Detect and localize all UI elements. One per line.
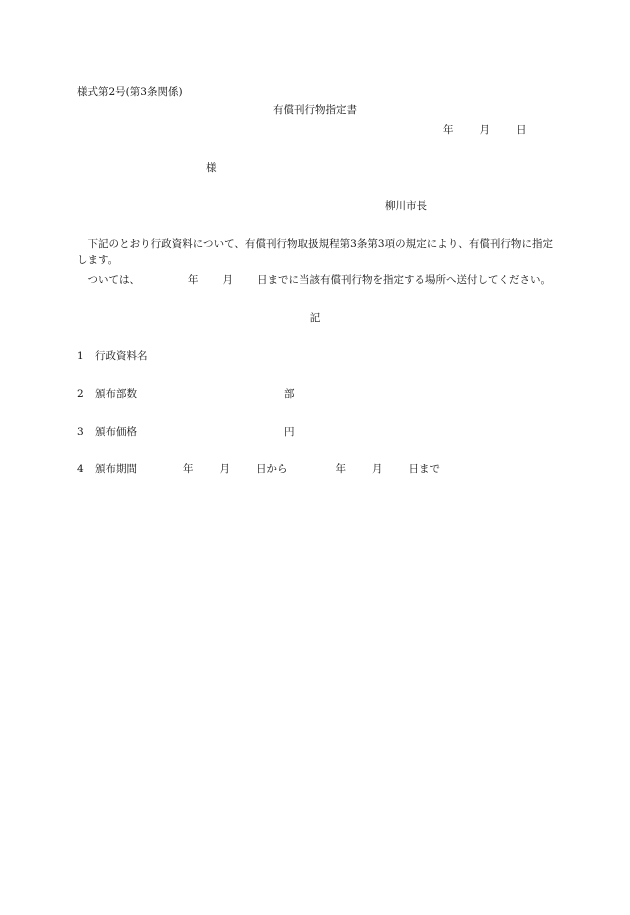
- delivery-tail: 日までに当該有償刊行物を指定する場所へ送付してください。: [257, 274, 551, 286]
- form-number: 様式第2号(第3条関係): [77, 86, 183, 98]
- paragraph-designation: 下記のとおり行政資料について、有償刊行物取扱規程第3条第3項の規定により、有償刊行物に指定します。: [77, 238, 553, 266]
- period-start-day-label: 日から: [256, 463, 288, 475]
- issuer-name: 柳川市長: [385, 200, 427, 212]
- item-number: 3: [77, 426, 84, 438]
- delivery-month-label: 月: [222, 274, 233, 286]
- item-document-name: [77, 350, 148, 363]
- period-end-year-label: 年: [335, 463, 346, 475]
- date-day-label: 日: [516, 124, 527, 136]
- price-unit: 円: [284, 426, 295, 438]
- copies-unit: 部: [284, 388, 295, 400]
- item-label: 頒布期間: [95, 463, 137, 475]
- period-start-month-label: 月: [219, 463, 230, 475]
- item-period: [77, 463, 440, 476]
- item-copies: [77, 388, 137, 401]
- addressee-suffix: 様: [206, 162, 217, 174]
- date-month-label: 月: [479, 124, 490, 136]
- date-year-label: 年: [443, 124, 454, 136]
- item-number: 1: [77, 350, 84, 362]
- item-label: 頒布価格: [95, 426, 137, 438]
- item-number: 2: [77, 388, 84, 400]
- ki-heading: 記: [309, 312, 321, 324]
- document-title: 有償刊行物指定書: [273, 104, 357, 116]
- delivery-year-label: 年: [188, 274, 199, 286]
- paragraph-delivery: [77, 272, 553, 288]
- item-label: 頒布部数: [95, 388, 137, 400]
- date-line: [443, 124, 527, 137]
- item-number: 4: [77, 463, 84, 475]
- item-label: 行政資料名: [95, 350, 148, 362]
- period-start-year-label: 年: [183, 463, 194, 475]
- period-end-month-label: 月: [372, 463, 383, 475]
- item-price: [77, 426, 137, 439]
- delivery-lead: ついては、: [87, 274, 140, 286]
- period-end-day-label: 日まで: [408, 463, 440, 475]
